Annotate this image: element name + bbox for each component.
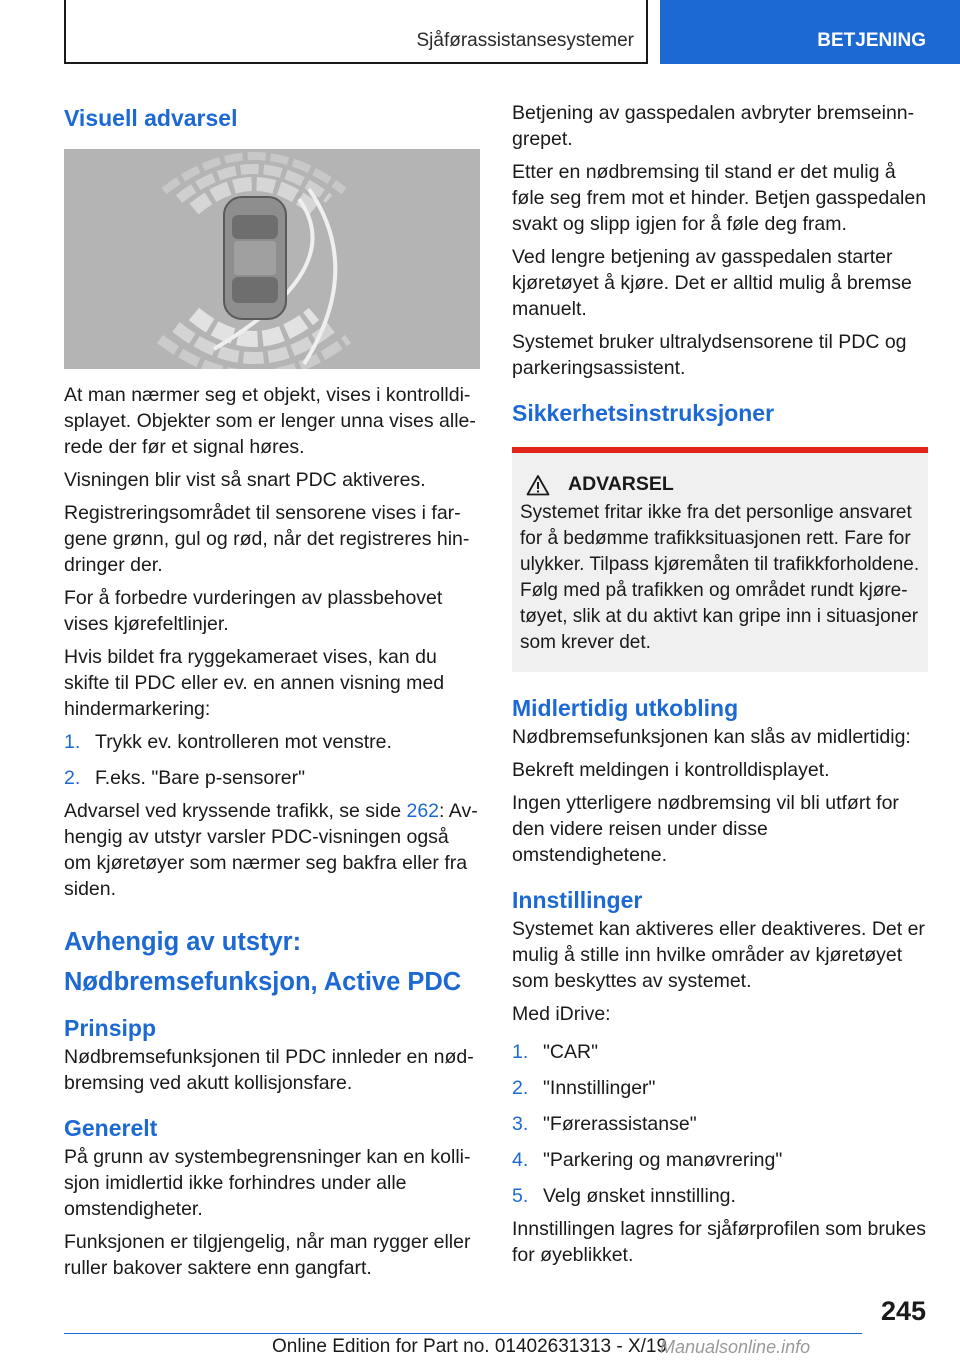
list-item: 2. F.eks. "Bare p-sensorer" <box>64 767 306 789</box>
paragraph: At man nærmer seg et objekt, vises i kontrolldisplayet. Objekter som er lenger unna vises allerede der før et signal høres. <box>64 384 476 458</box>
warning-triangle-icon <box>526 474 550 496</box>
list-item: 5. Velg ønsket innstilling. <box>512 1185 736 1207</box>
paragraph: Med iDrive: <box>512 1003 611 1025</box>
heading-midlertidig: Midlertidig utkobling <box>512 695 739 721</box>
warning-title: ADVARSEL <box>520 473 920 496</box>
paragraph: Visningen blir vist så snart PDC aktiveres. <box>64 469 426 491</box>
list-item: 1. Trykk ev. kontrolleren mot venstre. <box>64 731 392 753</box>
heading-innstillinger: Innstillinger <box>512 887 643 913</box>
paragraph: Registreringsområdet til sensorene vises i fargene grønn, gul og rød, når det registreres hindringer der. <box>64 502 470 576</box>
page-link-262[interactable]: 262 <box>406 800 440 822</box>
list-item: 4. "Parkering og manøvrering" <box>512 1149 783 1171</box>
steps-list <box>64 729 480 791</box>
paragraph: Systemet bruker ultralydsensorene til PDC og parkeringsassistent. <box>512 331 907 379</box>
paragraph: Etter en nødbremsing til stand er det mulig å føle seg frem mot et hinder. Betjen gasspedalen svakt og slipp igjen for å føle deg fram. <box>512 161 927 235</box>
list-item: 3. "Førerassistanse" <box>512 1113 697 1135</box>
paragraph: På grunn av systembegrensninger kan en kollisjon imidlertid ikke forhindres under alle omstendigheter. <box>64 1146 471 1220</box>
header-section-title: Sjåførassistansesystemer <box>416 30 634 51</box>
footer-edition: Online Edition for Part no. 01402631313 - X/19 <box>272 1336 668 1357</box>
paragraph: Bekreft meldingen i kontrolldisplayet. <box>512 759 830 781</box>
paragraph-cross-traffic: Advarsel ved kryssende trafikk, se side 262: Avhengig av utstyr varsler PDC-visningen også om kjøretøyer som nærmer seg bakfra eller fra siden. <box>64 800 478 900</box>
heading-avhengig: Avhengig av utstyr: Nødbremsefunksjon, Active PDC <box>64 928 462 996</box>
left-column <box>64 100 480 1288</box>
paragraph: Funksjonen er tilgjengelig, når man rygger eller ruller bakover saktere enn gangfart. <box>64 1231 471 1279</box>
page-number: 245 <box>880 1296 926 1326</box>
pdc-car-icon <box>64 149 480 369</box>
pdc-display-illustration <box>64 149 480 369</box>
footer-divider <box>64 1333 862 1334</box>
heading-visuell-advarsel: Visuell advarsel <box>64 105 238 131</box>
warning-box <box>512 447 928 672</box>
paragraph: Nødbremsefunksjonen til PDC innleder en nødbremsing ved akutt kollisjonsfare. <box>64 1046 474 1094</box>
paragraph: For å forbedre vurderingen av plassbehovet vises kjørefeltlinjer. <box>64 587 443 635</box>
list-item: 1. "CAR" <box>512 1041 599 1063</box>
heading-prinsipp: Prinsipp <box>64 1015 157 1041</box>
paragraph: Ingen ytterligere nødbremsing vil bli utført for den videre reisen under disse omstendighetene. <box>512 792 899 866</box>
heading-sikkerhet: Sikkerhetsinstruksjoner <box>512 400 775 426</box>
list-item: 2. "Innstillinger" <box>512 1077 656 1099</box>
paragraph: Ved lengre betjening av gasspedalen starter kjøretøyet å kjøre. Det er alltid mulig å bremse manuelt. <box>512 246 912 320</box>
right-column <box>512 100 928 1275</box>
paragraph: Hvis bildet fra ryggekameraet vises, kan du skifte til PDC eller ev. en annen visning med hindermarkering: <box>64 646 445 720</box>
paragraph: Nødbremsefunksjonen kan slås av midlertidig: <box>512 726 911 748</box>
paragraph: Betjening av gasspedalen avbryter bremseinngrepet. <box>512 102 915 150</box>
warning-text: Systemet fritar ikke fra det personlige ansvaret for å bedømme trafikksituasjonen rett. Fare for ulykker. Tilpass kjøremåten til trafikkforholdene. Følg med på trafikken og området rundt kjøretøyet, slik at du aktivt kan gripe inn i situasjoner som krever det. <box>520 502 920 653</box>
paragraph: Systemet kan aktiveres eller deaktiveres. Det er mulig å stille inn hvilke områder av kjøretøyet som beskyttes av systemet. <box>512 918 925 992</box>
watermark: Manualsonline.info <box>660 1337 811 1357</box>
header-chapter-tab[interactable]: BETJENING <box>660 0 960 64</box>
idrive-steps-list <box>512 1039 928 1209</box>
paragraph: Innstillingen lagres for sjåførprofilen som brukes for øyeblikket. <box>512 1218 927 1266</box>
heading-generelt: Generelt <box>64 1115 158 1141</box>
